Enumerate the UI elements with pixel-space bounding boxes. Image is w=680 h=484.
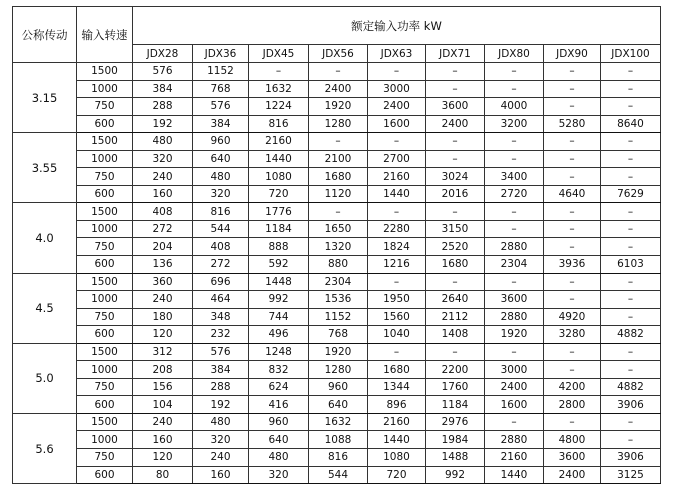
power-value-cell: 2700: [368, 150, 426, 168]
power-value-cell: 4882: [601, 378, 661, 396]
power-value-cell: 272: [133, 220, 193, 238]
power-value-cell: –: [368, 133, 426, 151]
ratio-cell: 5.6: [13, 413, 77, 483]
power-value-cell: 3024: [426, 168, 485, 186]
speed-cell: 750: [77, 308, 133, 326]
table-row: [13, 273, 661, 291]
power-value-cell: 992: [249, 291, 309, 309]
power-value-cell: –: [544, 80, 601, 98]
power-value-cell: 1152: [309, 308, 368, 326]
power-value-cell: –: [485, 80, 544, 98]
power-value-cell: 384: [193, 115, 249, 133]
power-value-cell: 2304: [485, 256, 544, 274]
power-value-cell: 156: [133, 378, 193, 396]
power-value-cell: 136: [133, 256, 193, 274]
power-value-cell: 1280: [309, 115, 368, 133]
power-value-cell: 768: [309, 326, 368, 344]
table-row: [13, 220, 661, 238]
power-rating-table: [12, 6, 661, 484]
power-value-cell: 496: [249, 326, 309, 344]
power-value-cell: –: [544, 291, 601, 309]
power-value-cell: –: [485, 220, 544, 238]
power-value-cell: –: [485, 413, 544, 431]
power-value-cell: 408: [133, 203, 193, 221]
table-row: [13, 343, 661, 361]
power-value-cell: 4920: [544, 308, 601, 326]
power-value-cell: –: [601, 150, 661, 168]
power-value-cell: 3600: [544, 449, 601, 467]
power-value-cell: 816: [193, 203, 249, 221]
table-row: [13, 378, 661, 396]
power-value-cell: –: [544, 98, 601, 116]
power-value-cell: 4640: [544, 185, 601, 203]
power-value-cell: –: [368, 273, 426, 291]
table-row: [13, 63, 661, 81]
power-value-cell: 2400: [544, 466, 601, 484]
speed-cell: 1000: [77, 361, 133, 379]
power-value-cell: 464: [193, 291, 249, 309]
speed-cell: 1000: [77, 291, 133, 309]
power-value-cell: –: [544, 63, 601, 81]
table-row: [13, 203, 661, 221]
power-value-cell: 240: [133, 168, 193, 186]
power-value-cell: 880: [309, 256, 368, 274]
power-value-cell: –: [485, 203, 544, 221]
table-row: [13, 185, 661, 203]
power-value-cell: 232: [193, 326, 249, 344]
speed-cell: 750: [77, 168, 133, 186]
table-row: [13, 466, 661, 484]
table-row: [13, 326, 661, 344]
power-value-cell: –: [485, 273, 544, 291]
speed-cell: 750: [77, 449, 133, 467]
power-value-cell: 1216: [368, 256, 426, 274]
power-value-cell: –: [601, 133, 661, 151]
power-value-cell: 160: [193, 466, 249, 484]
power-value-cell: –: [426, 343, 485, 361]
power-value-cell: –: [426, 203, 485, 221]
power-value-cell: –: [601, 343, 661, 361]
power-value-cell: 2160: [485, 449, 544, 467]
power-value-cell: –: [368, 63, 426, 81]
power-value-cell: 480: [193, 413, 249, 431]
power-value-cell: 1984: [426, 431, 485, 449]
power-value-cell: 312: [133, 343, 193, 361]
model-header-cell: JDX28: [133, 45, 193, 63]
model-header-cell: JDX63: [368, 45, 426, 63]
power-value-cell: 1080: [249, 168, 309, 186]
power-value-cell: 2100: [309, 150, 368, 168]
power-value-cell: 348: [193, 308, 249, 326]
power-value-cell: 320: [249, 466, 309, 484]
power-value-cell: 240: [133, 413, 193, 431]
power-value-cell: 3150: [426, 220, 485, 238]
power-value-cell: –: [368, 343, 426, 361]
power-value-cell: 4200: [544, 378, 601, 396]
speed-cell: 600: [77, 256, 133, 274]
power-value-cell: 2800: [544, 396, 601, 414]
power-value-cell: 408: [193, 238, 249, 256]
power-value-cell: 80: [133, 466, 193, 484]
power-value-cell: 888: [249, 238, 309, 256]
power-value-cell: 2880: [485, 308, 544, 326]
table-row: [13, 133, 661, 151]
power-value-cell: 384: [133, 80, 193, 98]
table-row: [13, 449, 661, 467]
table-row: [13, 361, 661, 379]
power-value-cell: 1632: [309, 413, 368, 431]
power-value-cell: 1440: [485, 466, 544, 484]
power-value-cell: 120: [133, 449, 193, 467]
model-header-cell: JDX80: [485, 45, 544, 63]
power-value-cell: 816: [249, 115, 309, 133]
power-value-cell: 7629: [601, 185, 661, 203]
power-value-cell: 960: [193, 133, 249, 151]
power-value-cell: 640: [193, 150, 249, 168]
model-header-cell: JDX56: [309, 45, 368, 63]
power-value-cell: 192: [133, 115, 193, 133]
speed-cell: 1500: [77, 63, 133, 81]
power-value-cell: 2016: [426, 185, 485, 203]
model-header-cell: JDX45: [249, 45, 309, 63]
power-value-cell: 4882: [601, 326, 661, 344]
power-value-cell: 1224: [249, 98, 309, 116]
power-value-cell: 1920: [485, 326, 544, 344]
ratio-cell: 3.15: [13, 63, 77, 133]
speed-cell: 750: [77, 378, 133, 396]
speed-cell: 1500: [77, 273, 133, 291]
power-value-cell: 544: [193, 220, 249, 238]
power-value-cell: –: [601, 98, 661, 116]
table-row: [13, 396, 661, 414]
power-value-cell: 592: [249, 256, 309, 274]
power-value-cell: 416: [249, 396, 309, 414]
table-row: [13, 431, 661, 449]
power-value-cell: 1120: [309, 185, 368, 203]
power-value-cell: 2720: [485, 185, 544, 203]
power-value-cell: 1600: [485, 396, 544, 414]
ratio-cell: 4.0: [13, 203, 77, 273]
table-row: [13, 168, 661, 186]
speed-cell: 1000: [77, 80, 133, 98]
speed-cell: 600: [77, 115, 133, 133]
power-value-cell: 480: [249, 449, 309, 467]
power-value-cell: 2640: [426, 291, 485, 309]
power-value-cell: 360: [133, 273, 193, 291]
power-value-cell: 1920: [309, 343, 368, 361]
power-value-cell: 2280: [368, 220, 426, 238]
speed-cell: 600: [77, 326, 133, 344]
power-value-cell: 1920: [309, 98, 368, 116]
header-input-speed: 输入转速: [77, 7, 133, 63]
power-value-cell: 1776: [249, 203, 309, 221]
model-header-cell: JDX36: [193, 45, 249, 63]
table-row: [13, 98, 661, 116]
power-value-cell: 1760: [426, 378, 485, 396]
header-rated-power: 额定输入功率 kW: [133, 7, 661, 45]
power-value-cell: 960: [309, 378, 368, 396]
power-value-cell: 3280: [544, 326, 601, 344]
power-value-cell: 1440: [368, 185, 426, 203]
power-value-cell: –: [485, 343, 544, 361]
power-value-cell: 240: [133, 291, 193, 309]
power-value-cell: 204: [133, 238, 193, 256]
power-value-cell: 208: [133, 361, 193, 379]
power-value-cell: 640: [249, 431, 309, 449]
power-value-cell: –: [601, 308, 661, 326]
power-value-cell: 4000: [485, 98, 544, 116]
power-value-cell: 696: [193, 273, 249, 291]
power-value-cell: 992: [426, 466, 485, 484]
power-value-cell: 720: [249, 185, 309, 203]
power-value-cell: 2400: [485, 378, 544, 396]
speed-cell: 600: [77, 466, 133, 484]
power-value-cell: 1488: [426, 449, 485, 467]
power-value-cell: 288: [133, 98, 193, 116]
speed-cell: 1000: [77, 150, 133, 168]
power-value-cell: –: [544, 203, 601, 221]
power-value-cell: –: [544, 343, 601, 361]
speed-cell: 600: [77, 185, 133, 203]
ratio-cell: 4.5: [13, 273, 77, 343]
power-value-cell: 3125: [601, 466, 661, 484]
speed-cell: 1500: [77, 203, 133, 221]
power-value-cell: 576: [133, 63, 193, 81]
power-value-cell: 1184: [249, 220, 309, 238]
power-value-cell: 2976: [426, 413, 485, 431]
power-value-cell: 2160: [368, 413, 426, 431]
power-value-cell: –: [485, 63, 544, 81]
power-value-cell: 1248: [249, 343, 309, 361]
power-value-cell: 320: [133, 150, 193, 168]
power-value-cell: –: [309, 63, 368, 81]
power-value-cell: 272: [193, 256, 249, 274]
power-value-cell: –: [601, 220, 661, 238]
speed-cell: 600: [77, 396, 133, 414]
speed-cell: 750: [77, 98, 133, 116]
table-row: [13, 80, 661, 98]
power-value-cell: 1632: [249, 80, 309, 98]
power-value-cell: 3906: [601, 449, 661, 467]
power-value-cell: 5280: [544, 115, 601, 133]
power-value-cell: 1080: [368, 449, 426, 467]
power-value-cell: 2520: [426, 238, 485, 256]
table-row: [13, 256, 661, 274]
power-value-cell: 3000: [485, 361, 544, 379]
power-value-cell: –: [368, 203, 426, 221]
power-value-cell: 104: [133, 396, 193, 414]
power-value-cell: 3400: [485, 168, 544, 186]
power-value-cell: 2200: [426, 361, 485, 379]
power-value-cell: –: [544, 273, 601, 291]
power-value-cell: 720: [368, 466, 426, 484]
power-value-cell: –: [309, 133, 368, 151]
speed-cell: 1000: [77, 431, 133, 449]
power-value-cell: –: [426, 63, 485, 81]
table-row: [13, 115, 661, 133]
power-value-cell: –: [601, 238, 661, 256]
power-value-cell: 1440: [249, 150, 309, 168]
power-value-cell: 384: [193, 361, 249, 379]
power-value-cell: 640: [309, 396, 368, 414]
power-value-cell: 3600: [426, 98, 485, 116]
power-value-cell: 576: [193, 98, 249, 116]
power-value-cell: 2880: [485, 238, 544, 256]
power-value-cell: 1320: [309, 238, 368, 256]
power-value-cell: –: [544, 220, 601, 238]
power-value-cell: –: [544, 150, 601, 168]
power-value-cell: 1680: [368, 361, 426, 379]
power-value-cell: 1344: [368, 378, 426, 396]
power-value-cell: 3936: [544, 256, 601, 274]
power-value-cell: 544: [309, 466, 368, 484]
power-value-cell: 2400: [309, 80, 368, 98]
speed-cell: 750: [77, 238, 133, 256]
power-value-cell: 480: [133, 133, 193, 151]
power-value-cell: 320: [193, 185, 249, 203]
power-value-cell: –: [426, 80, 485, 98]
power-value-cell: 1680: [309, 168, 368, 186]
power-value-cell: –: [601, 413, 661, 431]
power-value-cell: 1040: [368, 326, 426, 344]
power-value-cell: –: [544, 413, 601, 431]
power-value-cell: 3906: [601, 396, 661, 414]
power-value-cell: 160: [133, 431, 193, 449]
power-value-cell: 480: [193, 168, 249, 186]
power-value-cell: 288: [193, 378, 249, 396]
ratio-cell: 3.55: [13, 133, 77, 203]
power-value-cell: 6103: [601, 256, 661, 274]
power-value-cell: –: [426, 133, 485, 151]
power-value-cell: 8640: [601, 115, 661, 133]
power-value-cell: –: [601, 203, 661, 221]
power-value-cell: 2160: [368, 168, 426, 186]
power-value-cell: –: [601, 291, 661, 309]
power-value-cell: 1680: [426, 256, 485, 274]
power-value-cell: 1600: [368, 115, 426, 133]
power-value-cell: 320: [193, 431, 249, 449]
table-body: [13, 63, 661, 484]
speed-cell: 1000: [77, 220, 133, 238]
power-value-cell: –: [485, 150, 544, 168]
power-value-cell: 1650: [309, 220, 368, 238]
power-value-cell: 1184: [426, 396, 485, 414]
power-value-cell: 240: [193, 449, 249, 467]
power-value-cell: 576: [193, 343, 249, 361]
power-value-cell: 1536: [309, 291, 368, 309]
power-value-cell: 4800: [544, 431, 601, 449]
power-value-cell: 120: [133, 326, 193, 344]
table-row: [13, 238, 661, 256]
header-nominal-ratio: 公称传动: [13, 7, 77, 63]
power-value-cell: 1560: [368, 308, 426, 326]
power-value-cell: 180: [133, 308, 193, 326]
power-value-cell: 160: [133, 185, 193, 203]
table-row: [13, 413, 661, 431]
power-value-cell: 1824: [368, 238, 426, 256]
power-value-cell: 192: [193, 396, 249, 414]
power-value-cell: –: [544, 238, 601, 256]
power-value-cell: –: [426, 273, 485, 291]
power-value-cell: –: [601, 273, 661, 291]
power-value-cell: 816: [309, 449, 368, 467]
model-header-cell: JDX90: [544, 45, 601, 63]
power-value-cell: 2304: [309, 273, 368, 291]
power-value-cell: 768: [193, 80, 249, 98]
speed-cell: 1500: [77, 343, 133, 361]
power-value-cell: –: [426, 150, 485, 168]
power-value-cell: 2112: [426, 308, 485, 326]
power-value-cell: –: [601, 361, 661, 379]
power-value-cell: –: [601, 168, 661, 186]
power-value-cell: –: [544, 168, 601, 186]
power-value-cell: 1950: [368, 291, 426, 309]
power-value-cell: –: [601, 431, 661, 449]
power-value-cell: –: [249, 63, 309, 81]
power-value-cell: 2160: [249, 133, 309, 151]
speed-cell: 1500: [77, 133, 133, 151]
power-value-cell: 2880: [485, 431, 544, 449]
model-header-cell: JDX100: [601, 45, 661, 63]
power-value-cell: –: [485, 133, 544, 151]
power-value-cell: –: [601, 80, 661, 98]
power-value-cell: 1448: [249, 273, 309, 291]
ratio-cell: 5.0: [13, 343, 77, 413]
power-value-cell: 2400: [426, 115, 485, 133]
table-row: [13, 308, 661, 326]
power-value-cell: 1408: [426, 326, 485, 344]
power-value-cell: –: [544, 361, 601, 379]
power-value-cell: 744: [249, 308, 309, 326]
power-value-cell: 896: [368, 396, 426, 414]
power-value-cell: 3600: [485, 291, 544, 309]
speed-cell: 1500: [77, 413, 133, 431]
power-value-cell: 832: [249, 361, 309, 379]
table-row: [13, 150, 661, 168]
power-value-cell: 960: [249, 413, 309, 431]
power-value-cell: 1088: [309, 431, 368, 449]
power-value-cell: 1280: [309, 361, 368, 379]
table-row: [13, 291, 661, 309]
power-value-cell: 624: [249, 378, 309, 396]
power-value-cell: –: [309, 203, 368, 221]
power-value-cell: –: [601, 63, 661, 81]
power-value-cell: –: [544, 133, 601, 151]
model-header-cell: JDX71: [426, 45, 485, 63]
power-value-cell: 3000: [368, 80, 426, 98]
power-value-cell: 3200: [485, 115, 544, 133]
power-value-cell: 1152: [193, 63, 249, 81]
power-value-cell: 1440: [368, 431, 426, 449]
power-value-cell: 2400: [368, 98, 426, 116]
